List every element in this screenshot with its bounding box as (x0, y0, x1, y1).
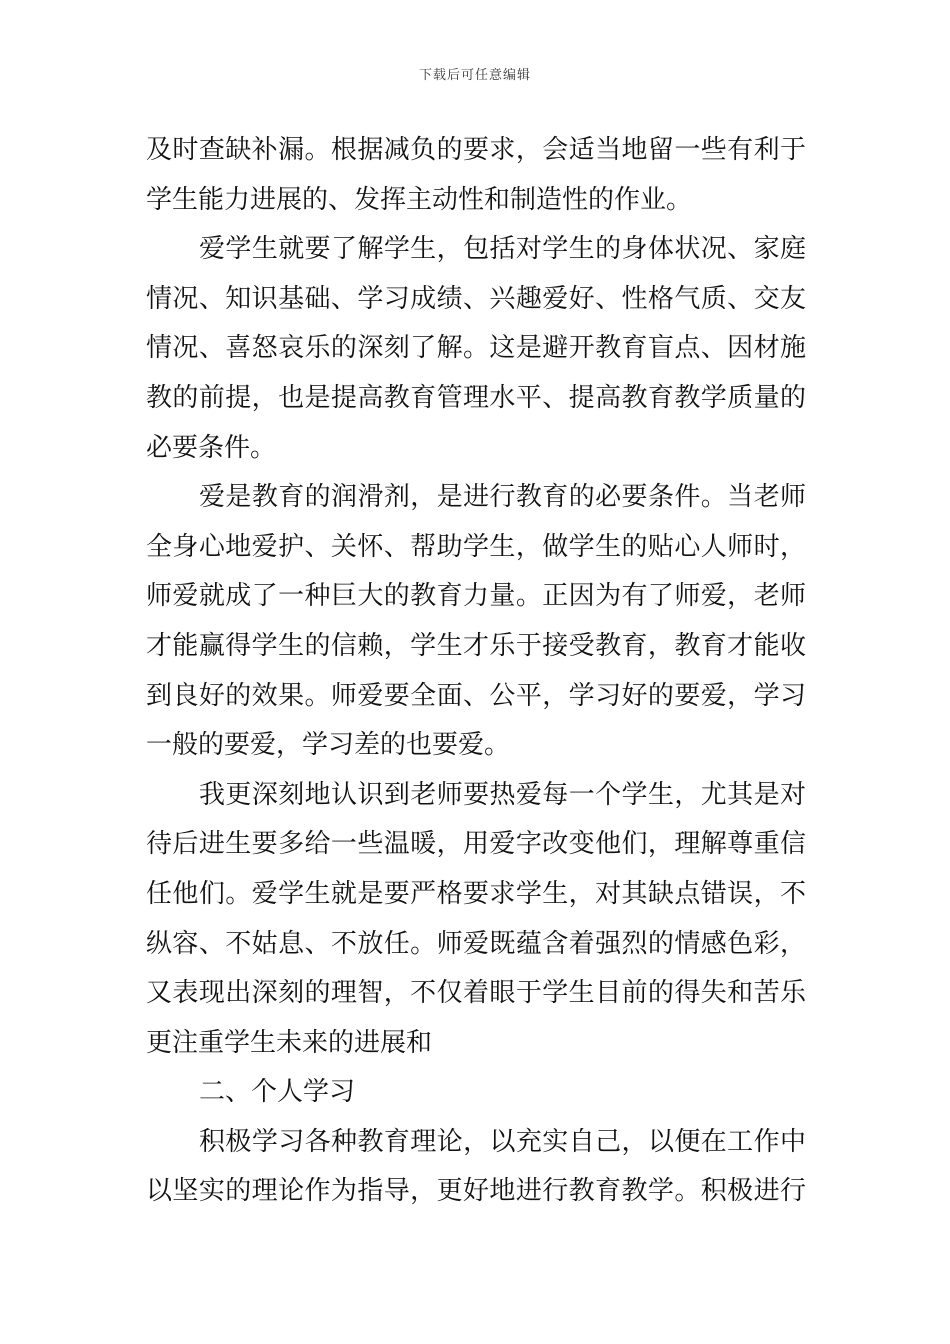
text-line: 全身心地爱护、关怀、帮助学生，做学生的贴心人师时， (146, 531, 806, 562)
text-line: 待后进生要多给一些温暖，用爱字改变他们，理解尊重信 (146, 829, 806, 860)
text-line: 情况、知识基础、学习成绩、兴趣爱好、性格气质、交友 (146, 283, 806, 314)
text-line: 纵容、不姑息、不放任。师爱既蕴含着强烈的情感色彩， (146, 928, 806, 959)
document-body (146, 126, 806, 1217)
text-line: 师爱就成了一种巨大的教育力量。正因为有了师爱，老师 (146, 581, 806, 612)
paragraph-first-line: 爱是教育的润滑剂，是进行教育的必要条件。当老师 (199, 482, 806, 513)
page-header: 下载后可任意编辑 (418, 68, 531, 83)
text-line: 以坚实的理论作为指导，更好地进行教育教学。积极进行 (146, 1176, 806, 1207)
text-line: 又表现出深刻的理智，不仅着眼于学生目前的得失和苦乐 (146, 978, 806, 1009)
text-line: 情况、喜怒哀乐的深刻了解。这是避开教育盲点、因材施 (146, 333, 806, 364)
paragraph-first-line: 积极学习各种教育理论，以充实自己，以便在工作中 (199, 1126, 806, 1157)
text-line: 及时查缺补漏。根据减负的要求，会适当地留一些有利于 (146, 135, 806, 165)
text-line: 才能赢得学生的信赖，学生才乐于接受教育，教育才能收 (146, 630, 806, 661)
text-line: 任他们。爱学生就是要严格要求学生，对其缺点错误，不 (146, 878, 806, 909)
text-line: 一般的要爱，学习差的也要爱。 (146, 730, 511, 761)
text-line: 到良好的效果。师爱要全面、公平，学习好的要爱，学习 (146, 680, 806, 711)
section-heading: 二、个人学习 (199, 1077, 356, 1108)
text-line: 教的前提，也是提高教育管理水平、提高教育教学质量的 (146, 382, 806, 413)
paragraph-first-line: 我更深刻地认识到老师要热爱每一个学生，尤其是对 (199, 779, 806, 810)
paragraph-first-line: 爱学生就要了解学生，包括对学生的身体状况、家庭 (199, 234, 806, 265)
text-line: 必要条件。 (146, 432, 277, 463)
text-line: 更注重学生未来的进展和 (146, 1027, 433, 1058)
text-line: 学生能力进展的、发挥主动性和制造性的作业。 (146, 184, 693, 215)
